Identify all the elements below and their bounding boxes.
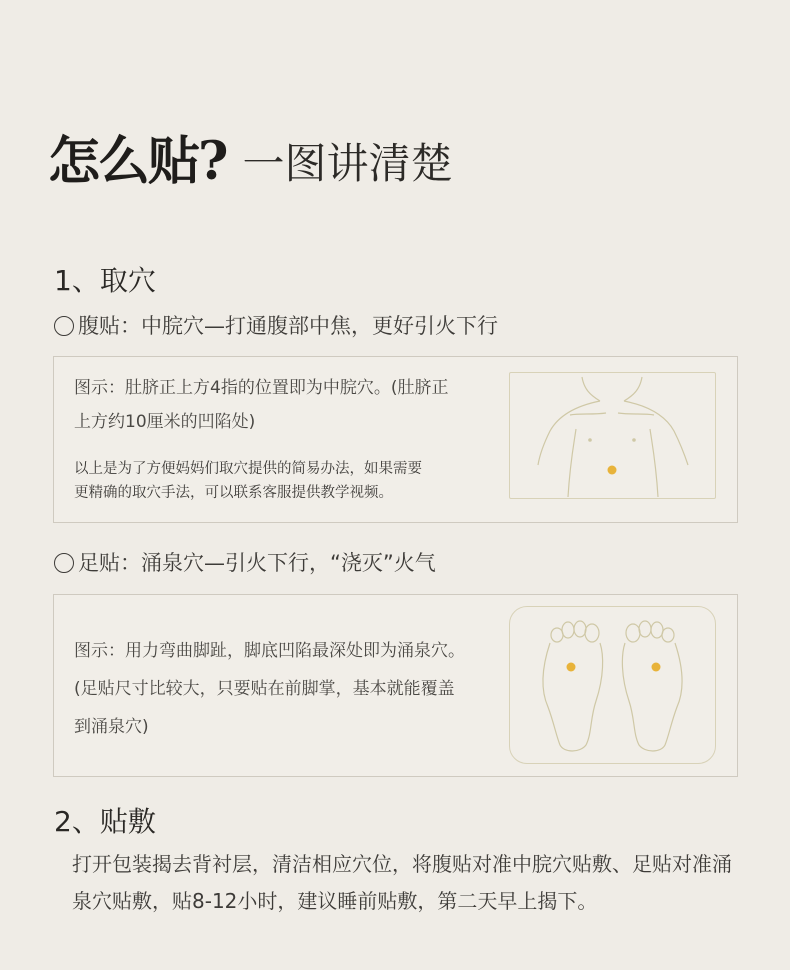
zhongwan-acupoint-dot: [608, 466, 617, 475]
belly-note-line: 上方约10厘米的凹陷处): [74, 412, 256, 432]
apply-instructions: [72, 846, 752, 920]
foot-subtitle-text: 足贴：涌泉穴—引火下行，“浇灭”火气: [78, 551, 436, 575]
belly-note-line: 图示：肚脐正上方4指的位置即为中脘穴。(肚脐正: [74, 378, 449, 398]
belly-info-box: [53, 356, 738, 523]
page-title-main: 怎么贴?: [48, 131, 227, 192]
feet-icon: [510, 607, 715, 763]
foot-info-box: [53, 594, 738, 777]
yongquan-acupoint-right-dot: [652, 663, 661, 672]
belly-subtitle-text: 腹贴：中脘穴—打通腹部中焦，更好引火下行: [78, 314, 498, 338]
foot-note-line: 到涌泉穴): [74, 717, 149, 737]
foot-note: [74, 632, 514, 746]
page-title-sub: 一图讲清楚: [242, 139, 453, 188]
foot-subtitle: [54, 548, 436, 578]
foot-note-line: 图示：用力弯曲脚趾，脚底凹陷最深处即为涌泉穴。: [74, 641, 465, 661]
apply-instructions-line: 打开包装揭去背衬层，清洁相应穴位，将腹贴对准中脘穴贴敷、足贴对准涌: [72, 852, 732, 876]
nipple-dot: [632, 438, 636, 442]
belly-subtitle: [54, 311, 498, 341]
feet-illustration: [509, 606, 716, 764]
foot-note-line: (足贴尺寸比较大，只要贴在前脚掌，基本就能覆盖: [74, 679, 455, 699]
belly-tip: [74, 457, 504, 505]
apply-instructions-line: 泉穴贴敷，贴8-12小时，建议睡前贴敷，第二天早上揭下。: [72, 889, 598, 913]
belly-tip-line: 以上是为了方便妈妈们取穴提供的简易办法，如果需要: [74, 461, 422, 477]
belly-note: [74, 371, 484, 439]
section-title-apply: 2、贴敷: [54, 805, 156, 838]
circle-bullet-icon: [54, 316, 74, 336]
page-title: [48, 128, 453, 192]
circle-bullet-icon: [54, 553, 74, 573]
belly-tip-line: 更精确的取穴手法，可以联系客服提供教学视频。: [74, 485, 393, 501]
yongquan-acupoint-left-dot: [567, 663, 576, 672]
torso-icon: [510, 373, 715, 498]
nipple-dot: [588, 438, 592, 442]
torso-illustration: [509, 372, 716, 499]
section-title-acupoint: 1、取穴: [54, 264, 156, 297]
